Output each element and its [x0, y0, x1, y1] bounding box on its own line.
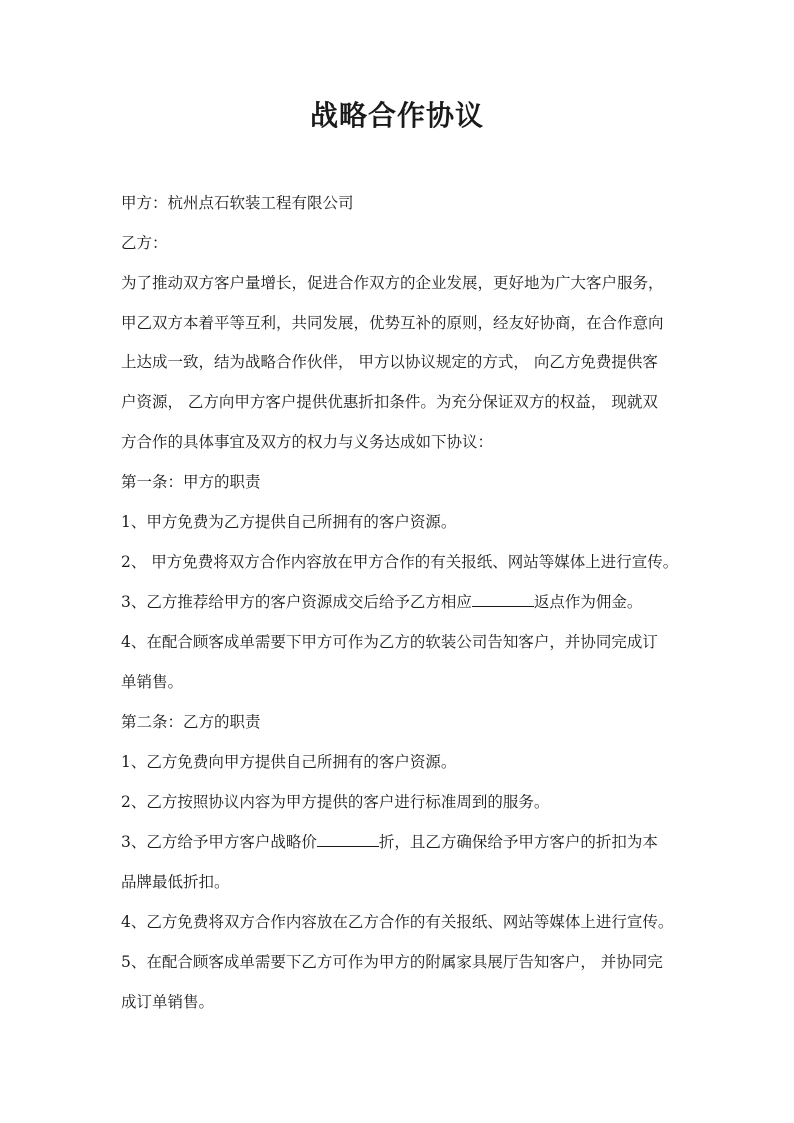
article-1-item-3-text-end: 返点作为佣金。 — [533, 593, 643, 611]
intro-line: 为了推动双方客户量增长，促进合作双方的企业发展，更好地为广大客户服务， — [121, 274, 664, 292]
article-2-item-3-cont: 品牌最低折扣。 — [121, 873, 230, 891]
document-title: 战略合作协议 — [309, 99, 484, 132]
discount-blank-line — [317, 832, 379, 847]
article-1-item-1: 1、甲方免费为乙方提供自己所拥有的客户资源。 — [121, 513, 457, 531]
article-2-item-3 — [121, 831, 658, 853]
article-1-item-4: 4、在配合顾客成单需要下甲方可作为乙方的软装公司告知客户，并协同完成订 — [121, 633, 658, 651]
article-1-item-3 — [121, 591, 642, 613]
article-2-item-3-text: 3、乙方给予甲方客户战略价 — [121, 833, 317, 851]
rebate-blank-line — [472, 592, 534, 607]
intro-line: 户资源， 乙方向甲方客户提供优惠折扣条件。为充分保证双方的权益， 现就双 — [121, 393, 658, 411]
intro-line: 甲乙双方本着平等互利，共同发展，优势互补的原则，经友好协商，在合作意向 — [121, 314, 664, 332]
article-1-item-4-cont: 单销售。 — [121, 673, 184, 691]
article-2-item-5: 5、在配合顾客成单需要下乙方可作为甲方的附属家具展厅告知客户， 并协同完 — [121, 953, 663, 971]
article-2-item-4: 4、乙方免费将双方合作内容放在乙方合作的有关报纸、网站等媒体上进行宣传。 — [121, 913, 674, 931]
party-b-line: 乙方： — [121, 234, 168, 252]
article-1-item-3-text: 3、乙方推荐给甲方的客户资源成交后给予乙方相应 — [121, 593, 472, 611]
article-1-heading: 第一条：甲方的职责 — [121, 473, 261, 491]
article-2-heading: 第二条：乙方的职责 — [121, 713, 261, 731]
article-2-item-1: 1、乙方免费向甲方提供自己所拥有的客户资源。 — [121, 753, 457, 771]
article-2-item-3-text-end: 折，且乙方确保给予甲方客户的折扣为本 — [378, 833, 658, 851]
article-2-item-5-cont: 成订单销售。 — [121, 993, 215, 1011]
intro-line: 上达成一致，结为战略合作伙伴， 甲方以协议规定的方式， 向乙方免费提供客 — [121, 353, 658, 371]
article-2-item-2: 2、乙方按照协议内容为甲方提供的客户进行标准周到的服务。 — [121, 793, 550, 811]
intro-line: 方合作的具体事宜及双方的权力与义务达成如下协议： — [121, 433, 494, 451]
party-a-line: 甲方：杭州点石软装工程有限公司 — [121, 194, 354, 212]
article-1-item-2: 2、 甲方免费将双方合作内容放在甲方合作的有关报纸、网站等媒体上进行宣传。 — [121, 553, 679, 571]
